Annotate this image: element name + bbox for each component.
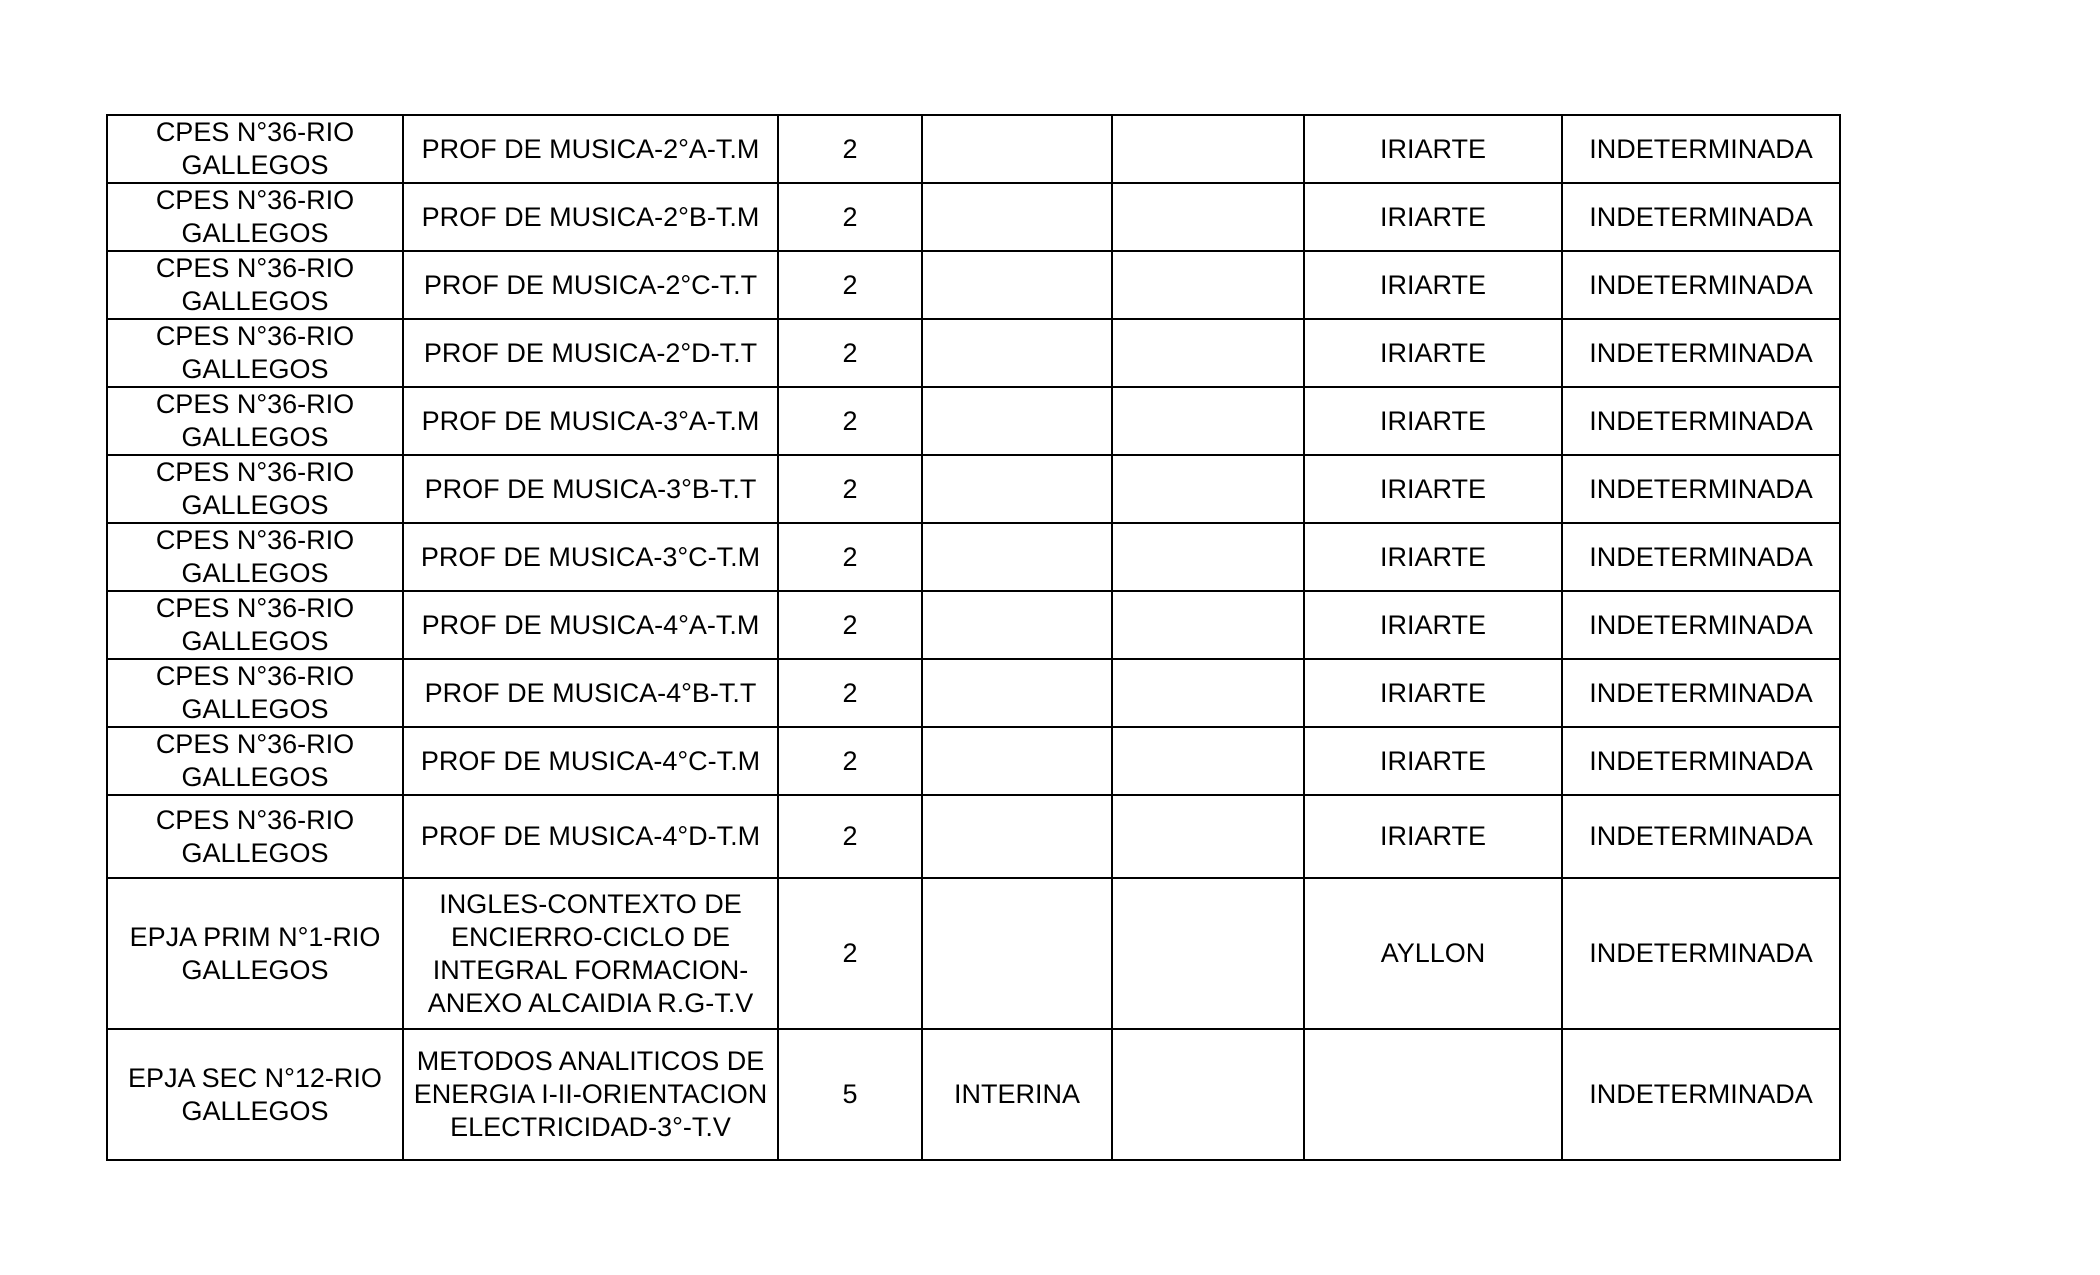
empty-cell <box>1112 727 1304 795</box>
empty-cell <box>1112 251 1304 319</box>
table-row <box>107 727 1840 795</box>
hours-cell: 2 <box>778 387 922 455</box>
empty-cell <box>1112 455 1304 523</box>
table-row <box>107 387 1840 455</box>
name-cell: IRIARTE <box>1304 319 1562 387</box>
subject-cell: PROF DE MUSICA-2°C-T.T <box>403 251 778 319</box>
status-cell <box>922 591 1112 659</box>
empty-cell <box>1112 795 1304 878</box>
hours-cell: 2 <box>778 115 922 183</box>
name-cell: IRIARTE <box>1304 591 1562 659</box>
status-cell <box>922 319 1112 387</box>
empty-cell <box>1112 387 1304 455</box>
name-cell: IRIARTE <box>1304 387 1562 455</box>
duration-cell: INDETERMINADA <box>1562 878 1840 1029</box>
name-cell: AYLLON <box>1304 878 1562 1029</box>
empty-cell <box>1112 878 1304 1029</box>
school-cell: CPES N°36-RIO GALLEGOS <box>107 115 403 183</box>
school-cell: CPES N°36-RIO GALLEGOS <box>107 319 403 387</box>
table-row <box>107 251 1840 319</box>
name-cell: IRIARTE <box>1304 183 1562 251</box>
duration-cell: INDETERMINADA <box>1562 387 1840 455</box>
school-cell: EPJA PRIM N°1-RIO GALLEGOS <box>107 878 403 1029</box>
subject-cell: PROF DE MUSICA-3°C-T.M <box>403 523 778 591</box>
subject-cell: METODOS ANALITICOS DE ENERGIA I-II-ORIENTACION ELECTRICIDAD-3°-T.V <box>403 1029 778 1160</box>
duration-cell: INDETERMINADA <box>1562 523 1840 591</box>
school-cell: CPES N°36-RIO GALLEGOS <box>107 455 403 523</box>
school-cell: CPES N°36-RIO GALLEGOS <box>107 523 403 591</box>
school-cell: CPES N°36-RIO GALLEGOS <box>107 659 403 727</box>
hours-cell: 2 <box>778 727 922 795</box>
name-cell: IRIARTE <box>1304 727 1562 795</box>
table-body <box>107 115 1840 1160</box>
empty-cell <box>1112 1029 1304 1160</box>
duration-cell: INDETERMINADA <box>1562 795 1840 878</box>
status-cell <box>922 455 1112 523</box>
table-row <box>107 319 1840 387</box>
duration-cell: INDETERMINADA <box>1562 251 1840 319</box>
subject-cell: PROF DE MUSICA-4°A-T.M <box>403 591 778 659</box>
hours-cell: 2 <box>778 795 922 878</box>
table-row <box>107 795 1840 878</box>
duration-cell: INDETERMINADA <box>1562 115 1840 183</box>
school-cell: CPES N°36-RIO GALLEGOS <box>107 591 403 659</box>
table-row <box>107 1029 1840 1160</box>
table-row <box>107 455 1840 523</box>
hours-cell: 5 <box>778 1029 922 1160</box>
duration-cell: INDETERMINADA <box>1562 319 1840 387</box>
duration-cell: INDETERMINADA <box>1562 183 1840 251</box>
duration-cell: INDETERMINADA <box>1562 727 1840 795</box>
table-row <box>107 115 1840 183</box>
hours-cell: 2 <box>778 523 922 591</box>
school-cell: EPJA SEC N°12-RIO GALLEGOS <box>107 1029 403 1160</box>
school-cell: CPES N°36-RIO GALLEGOS <box>107 183 403 251</box>
hours-cell: 2 <box>778 319 922 387</box>
subject-cell: PROF DE MUSICA-2°A-T.M <box>403 115 778 183</box>
empty-cell <box>1112 183 1304 251</box>
subject-cell: PROF DE MUSICA-4°D-T.M <box>403 795 778 878</box>
school-cell: CPES N°36-RIO GALLEGOS <box>107 727 403 795</box>
name-cell: IRIARTE <box>1304 659 1562 727</box>
name-cell <box>1304 1029 1562 1160</box>
subject-cell: PROF DE MUSICA-2°B-T.M <box>403 183 778 251</box>
empty-cell <box>1112 319 1304 387</box>
subject-cell: PROF DE MUSICA-4°B-T.T <box>403 659 778 727</box>
table-row <box>107 591 1840 659</box>
table-row <box>107 183 1840 251</box>
hours-cell: 2 <box>778 251 922 319</box>
name-cell: IRIARTE <box>1304 115 1562 183</box>
subject-cell: INGLES-CONTEXTO DE ENCIERRO-CICLO DE INTEGRAL FORMACION-ANEXO ALCAIDIA R.G-T.V <box>403 878 778 1029</box>
subject-cell: PROF DE MUSICA-2°D-T.T <box>403 319 778 387</box>
empty-cell <box>1112 523 1304 591</box>
duration-cell: INDETERMINADA <box>1562 591 1840 659</box>
hours-cell: 2 <box>778 183 922 251</box>
status-cell: INTERINA <box>922 1029 1112 1160</box>
status-cell <box>922 727 1112 795</box>
empty-cell <box>1112 115 1304 183</box>
subject-cell: PROF DE MUSICA-4°C-T.M <box>403 727 778 795</box>
name-cell: IRIARTE <box>1304 251 1562 319</box>
table-row <box>107 523 1840 591</box>
table-row <box>107 878 1840 1029</box>
hours-cell: 2 <box>778 878 922 1029</box>
name-cell: IRIARTE <box>1304 455 1562 523</box>
duration-cell: INDETERMINADA <box>1562 455 1840 523</box>
hours-cell: 2 <box>778 455 922 523</box>
table-row <box>107 659 1840 727</box>
school-cell: CPES N°36-RIO GALLEGOS <box>107 795 403 878</box>
hours-cell: 2 <box>778 659 922 727</box>
empty-cell <box>1112 591 1304 659</box>
assignments-table <box>106 114 1841 1161</box>
subject-cell: PROF DE MUSICA-3°A-T.M <box>403 387 778 455</box>
name-cell: IRIARTE <box>1304 523 1562 591</box>
school-cell: CPES N°36-RIO GALLEGOS <box>107 387 403 455</box>
name-cell: IRIARTE <box>1304 795 1562 878</box>
status-cell <box>922 523 1112 591</box>
subject-cell: PROF DE MUSICA-3°B-T.T <box>403 455 778 523</box>
empty-cell <box>1112 659 1304 727</box>
status-cell <box>922 795 1112 878</box>
duration-cell: INDETERMINADA <box>1562 1029 1840 1160</box>
status-cell <box>922 878 1112 1029</box>
duration-cell: INDETERMINADA <box>1562 659 1840 727</box>
status-cell <box>922 183 1112 251</box>
status-cell <box>922 251 1112 319</box>
status-cell <box>922 115 1112 183</box>
status-cell <box>922 659 1112 727</box>
school-cell: CPES N°36-RIO GALLEGOS <box>107 251 403 319</box>
hours-cell: 2 <box>778 591 922 659</box>
status-cell <box>922 387 1112 455</box>
